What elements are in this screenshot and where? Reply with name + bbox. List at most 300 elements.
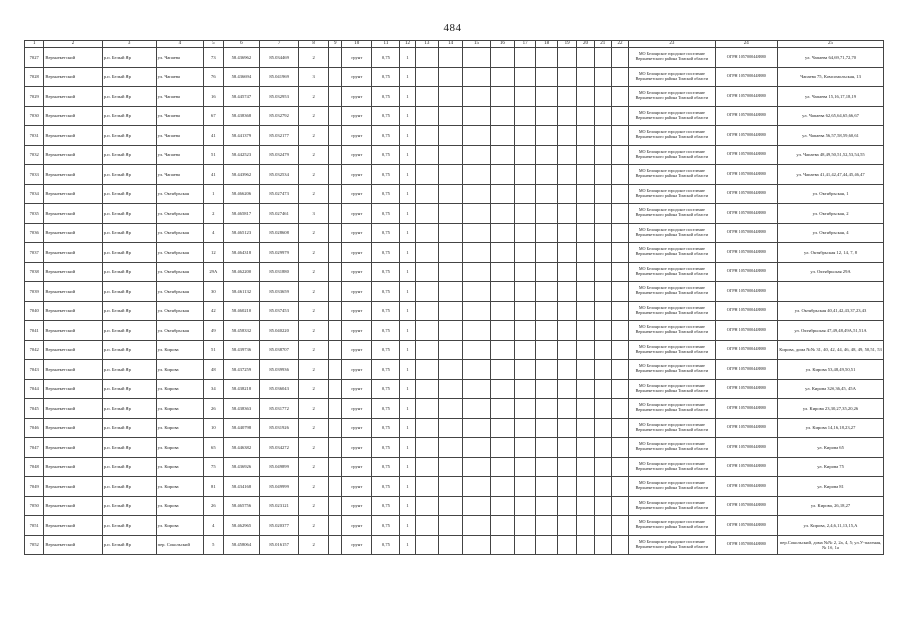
cell-empty: [594, 360, 611, 380]
table-row: [25, 126, 884, 146]
cell-district: Верхнекетский: [44, 165, 102, 185]
cell-empty: [415, 48, 439, 68]
cell-empty: [514, 360, 536, 380]
cell-c12: 1: [400, 243, 415, 263]
cell-empty: [594, 457, 611, 477]
cell-empty: [557, 516, 576, 536]
cell-district: Верхнекетский: [44, 418, 102, 438]
cell-empty: [329, 340, 342, 360]
cell-empty: [329, 126, 342, 146]
cell-c11: 0,75: [372, 67, 400, 87]
table-row: [25, 282, 884, 302]
table-row: [25, 106, 884, 126]
cell-empty: [415, 535, 439, 555]
cell-owner: МО Белоярское городское поселение Верхнекетского района Томской области: [629, 477, 715, 497]
cell-c8: 2: [299, 48, 329, 68]
cell-empty: [415, 67, 439, 87]
cell-street: ул. Кирова: [156, 379, 203, 399]
table-row: [25, 48, 884, 68]
cell-c10: грунт: [342, 477, 372, 497]
cell-empty: [463, 184, 491, 204]
cell-empty: [491, 223, 515, 243]
column-header: 10: [342, 41, 372, 48]
table-row: [25, 379, 884, 399]
cell-c10: грунт: [342, 457, 372, 477]
cell-empty: [577, 477, 594, 497]
cell-owner: МО Белоярское городское поселение Верхнекетского района Томской области: [629, 106, 715, 126]
cell-n: 7040: [25, 301, 44, 321]
cell-lat: 58.443962: [223, 165, 260, 185]
cell-empty: [611, 87, 628, 107]
table-row: [25, 438, 884, 458]
cell-c12: 1: [400, 282, 415, 302]
cell-owner: МО Белоярское городское поселение Верхнекетского района Томской области: [629, 496, 715, 516]
cell-c11: 0,75: [372, 379, 400, 399]
cell-c11: 0,75: [372, 262, 400, 282]
cell-ogrn: ОГРН 1057000448880: [715, 379, 778, 399]
cell-empty: [577, 106, 594, 126]
cell-c8: 2: [299, 184, 329, 204]
cell-lon: 85.038707: [260, 340, 299, 360]
cell-c10: грунт: [342, 87, 372, 107]
cell-n: 7031: [25, 126, 44, 146]
cell-c12: 1: [400, 67, 415, 87]
cell-empty: [439, 418, 463, 438]
cell-c10: грунт: [342, 399, 372, 419]
cell-n: 7048: [25, 457, 44, 477]
cell-ogrn: ОГРН 1057000448880: [715, 262, 778, 282]
cell-empty: [577, 457, 594, 477]
cell-empty: [611, 360, 628, 380]
cell-street: ул. Чапаева: [156, 48, 203, 68]
cell-empty: [439, 457, 463, 477]
cell-empty: [514, 496, 536, 516]
cell-settlement: р.п. Белый Яр: [102, 457, 156, 477]
cell-c11: 0,75: [372, 340, 400, 360]
table-row: [25, 457, 884, 477]
column-header: 19: [557, 41, 576, 48]
cell-empty: [594, 379, 611, 399]
cell-address: ул. Чапаева 41,41,42,47,44,45,46,47: [778, 165, 884, 185]
cell-ogrn: ОГРН 1057000448880: [715, 87, 778, 107]
cell-empty: [439, 223, 463, 243]
cell-ogrn: ОГРН 1057000448880: [715, 165, 778, 185]
cell-empty: [329, 516, 342, 536]
cell-lat: 58.464318: [223, 243, 260, 263]
cell-house: 49: [204, 321, 223, 341]
cell-empty: [611, 535, 628, 555]
cell-house: 1: [204, 184, 223, 204]
cell-ogrn: ОГРН 1057000448880: [715, 457, 778, 477]
cell-empty: [594, 223, 611, 243]
cell-street: ул. Кирова: [156, 418, 203, 438]
cell-empty: [594, 301, 611, 321]
cell-empty: [577, 165, 594, 185]
cell-settlement: р.п. Белый Яр: [102, 126, 156, 146]
column-header: 12: [400, 41, 415, 48]
cell-house: 30: [204, 282, 223, 302]
cell-empty: [557, 457, 576, 477]
table-row: [25, 301, 884, 321]
cell-c11: 0,75: [372, 87, 400, 107]
cell-empty: [536, 457, 558, 477]
cell-n: 7036: [25, 223, 44, 243]
cell-empty: [611, 516, 628, 536]
register-table: [24, 40, 884, 555]
column-header: 21: [594, 41, 611, 48]
cell-empty: [611, 399, 628, 419]
cell-lat: 58.461132: [223, 282, 260, 302]
cell-c12: 1: [400, 321, 415, 341]
cell-c10: грунт: [342, 145, 372, 165]
cell-empty: [577, 418, 594, 438]
table-row: [25, 340, 884, 360]
cell-empty: [514, 301, 536, 321]
cell-empty: [577, 282, 594, 302]
cell-house: 2: [204, 204, 223, 224]
cell-owner: МО Белоярское городское поселение Верхнекетского района Томской области: [629, 87, 715, 107]
cell-empty: [463, 145, 491, 165]
cell-empty: [463, 496, 491, 516]
cell-ogrn: ОГРН 1057000448880: [715, 438, 778, 458]
cell-empty: [329, 321, 342, 341]
cell-empty: [536, 321, 558, 341]
cell-empty: [577, 535, 594, 555]
cell-empty: [491, 48, 515, 68]
cell-district: Верхнекетский: [44, 204, 102, 224]
cell-address: ул. Чапаева 62,65,64,65,66,67: [778, 106, 884, 126]
cell-c11: 0,75: [372, 438, 400, 458]
cell-n: 7033: [25, 165, 44, 185]
cell-n: 7041: [25, 321, 44, 341]
cell-address: ул. Кирова 81: [778, 477, 884, 497]
table-row: [25, 87, 884, 107]
cell-c10: грунт: [342, 301, 372, 321]
column-header: 17: [514, 41, 536, 48]
cell-lat: 58.465123: [223, 223, 260, 243]
cell-district: Верхнекетский: [44, 243, 102, 263]
cell-lat: 58.436694: [223, 67, 260, 87]
cell-empty: [594, 243, 611, 263]
cell-empty: [491, 535, 515, 555]
cell-empty: [577, 399, 594, 419]
cell-c10: грунт: [342, 204, 372, 224]
cell-ogrn: ОГРН 1057000448880: [715, 106, 778, 126]
cell-empty: [536, 184, 558, 204]
cell-empty: [536, 145, 558, 165]
cell-empty: [611, 438, 628, 458]
cell-c12: 1: [400, 145, 415, 165]
cell-empty: [514, 126, 536, 146]
cell-c10: грунт: [342, 106, 372, 126]
cell-empty: [463, 243, 491, 263]
cell-c11: 0,75: [372, 535, 400, 555]
cell-empty: [594, 282, 611, 302]
cell-settlement: р.п. Белый Яр: [102, 438, 156, 458]
cell-empty: [415, 340, 439, 360]
cell-lon: 85.034272: [260, 438, 299, 458]
cell-street: ул. Кирова: [156, 438, 203, 458]
cell-district: Верхнекетский: [44, 106, 102, 126]
cell-district: Верхнекетский: [44, 399, 102, 419]
cell-house: 51: [204, 340, 223, 360]
cell-n: 7034: [25, 184, 44, 204]
cell-empty: [594, 184, 611, 204]
cell-c8: 2: [299, 496, 329, 516]
cell-street: ул. Октябрьская: [156, 204, 203, 224]
cell-empty: [577, 321, 594, 341]
cell-empty: [491, 145, 515, 165]
cell-ogrn: ОГРН 1057000448880: [715, 477, 778, 497]
cell-district: Верхнекетский: [44, 535, 102, 555]
cell-c12: 1: [400, 535, 415, 555]
cell-empty: [557, 106, 576, 126]
cell-district: Верхнекетский: [44, 223, 102, 243]
cell-empty: [415, 360, 439, 380]
cell-address: ул. Октябрьская, 2: [778, 204, 884, 224]
cell-c8: 2: [299, 223, 329, 243]
cell-c12: 1: [400, 204, 415, 224]
cell-c8: 2: [299, 516, 329, 536]
cell-empty: [536, 87, 558, 107]
cell-address: Чапаева 75, Комсомольская, 13: [778, 67, 884, 87]
cell-empty: [463, 535, 491, 555]
cell-ogrn: ОГРН 1057000448880: [715, 243, 778, 263]
table-row: [25, 67, 884, 87]
cell-empty: [415, 477, 439, 497]
cell-empty: [536, 223, 558, 243]
cell-n: 7028: [25, 67, 44, 87]
cell-empty: [611, 457, 628, 477]
cell-empty: [536, 496, 558, 516]
cell-c8: 2: [299, 87, 329, 107]
cell-owner: МО Белоярское городское поселение Верхнекетского района Томской области: [629, 48, 715, 68]
cell-house: 76: [204, 67, 223, 87]
cell-lon: 85.037453: [260, 301, 299, 321]
cell-empty: [491, 340, 515, 360]
cell-ogrn: ОГРН 1057000448880: [715, 184, 778, 204]
cell-empty: [491, 243, 515, 263]
cell-owner: МО Белоярское городское поселение Верхнекетского района Томской области: [629, 399, 715, 419]
cell-empty: [439, 496, 463, 516]
cell-empty: [577, 48, 594, 68]
cell-empty: [577, 223, 594, 243]
cell-c10: грунт: [342, 67, 372, 87]
cell-empty: [536, 477, 558, 497]
cell-empty: [611, 165, 628, 185]
cell-empty: [594, 262, 611, 282]
cell-empty: [557, 360, 576, 380]
cell-empty: [463, 399, 491, 419]
cell-settlement: р.п. Белый Яр: [102, 204, 156, 224]
column-header: 16: [491, 41, 515, 48]
cell-c11: 0,75: [372, 165, 400, 185]
cell-district: Верхнекетский: [44, 516, 102, 536]
cell-n: 7043: [25, 360, 44, 380]
cell-street: ул. Кирова: [156, 457, 203, 477]
cell-house: 10: [204, 418, 223, 438]
cell-owner: МО Белоярское городское поселение Верхнекетского района Томской области: [629, 282, 715, 302]
cell-owner: МО Белоярское городское поселение Верхнекетского района Томской области: [629, 126, 715, 146]
cell-empty: [536, 418, 558, 438]
cell-empty: [491, 516, 515, 536]
cell-empty: [594, 145, 611, 165]
cell-empty: [577, 204, 594, 224]
cell-empty: [415, 282, 439, 302]
cell-lat: 58.436926: [223, 457, 260, 477]
cell-empty: [514, 67, 536, 87]
column-header: 2: [44, 41, 102, 48]
cell-house: 4: [204, 223, 223, 243]
cell-ogrn: ОГРН 1057000448880: [715, 48, 778, 68]
cell-address: ул. Чапаева 56,57,58,59,60,61: [778, 126, 884, 146]
cell-empty: [577, 243, 594, 263]
cell-c8: 2: [299, 301, 329, 321]
cell-street: ул. Кирова: [156, 399, 203, 419]
cell-district: Верхнекетский: [44, 184, 102, 204]
cell-empty: [514, 340, 536, 360]
cell-street: ул. Чапаева: [156, 126, 203, 146]
cell-district: Верхнекетский: [44, 145, 102, 165]
cell-empty: [557, 438, 576, 458]
cell-empty: [439, 106, 463, 126]
cell-empty: [514, 106, 536, 126]
cell-c11: 0,75: [372, 301, 400, 321]
cell-empty: [594, 48, 611, 68]
table-header: [25, 41, 884, 48]
cell-n: 7047: [25, 438, 44, 458]
cell-n: 7045: [25, 399, 44, 419]
column-header: 24: [715, 41, 778, 48]
cell-lon: 85.040220: [260, 321, 299, 341]
cell-empty: [415, 262, 439, 282]
cell-settlement: р.п. Белый Яр: [102, 360, 156, 380]
cell-empty: [415, 145, 439, 165]
cell-owner: МО Белоярское городское поселение Верхнекетского района Томской области: [629, 438, 715, 458]
cell-empty: [439, 165, 463, 185]
cell-empty: [611, 418, 628, 438]
cell-empty: [463, 516, 491, 536]
cell-lon: 85.031772: [260, 399, 299, 419]
cell-empty: [577, 516, 594, 536]
cell-c12: 1: [400, 379, 415, 399]
cell-empty: [557, 87, 576, 107]
cell-owner: МО Белоярское городское поселение Верхнекетского района Томской области: [629, 145, 715, 165]
cell-c8: 2: [299, 282, 329, 302]
table-row: [25, 418, 884, 438]
cell-empty: [611, 223, 628, 243]
cell-ogrn: ОГРН 1057000448880: [715, 516, 778, 536]
cell-empty: [463, 67, 491, 87]
cell-c11: 0,75: [372, 418, 400, 438]
cell-empty: [536, 399, 558, 419]
cell-empty: [557, 165, 576, 185]
cell-address: [778, 282, 884, 302]
cell-district: Верхнекетский: [44, 438, 102, 458]
column-header: 1: [25, 41, 44, 48]
cell-lon: 85.027461: [260, 204, 299, 224]
cell-empty: [329, 243, 342, 263]
cell-lon: 85.032534: [260, 165, 299, 185]
cell-lat: 58.441379: [223, 126, 260, 146]
cell-empty: [577, 438, 594, 458]
cell-empty: [439, 126, 463, 146]
cell-owner: МО Белоярское городское поселение Верхнекетского района Томской области: [629, 243, 715, 263]
cell-district: Верхнекетский: [44, 340, 102, 360]
column-header: 7: [260, 41, 299, 48]
cell-empty: [439, 204, 463, 224]
cell-empty: [491, 126, 515, 146]
cell-district: Верхнекетский: [44, 301, 102, 321]
cell-empty: [329, 301, 342, 321]
cell-district: Верхнекетский: [44, 477, 102, 497]
cell-settlement: р.п. Белый Яр: [102, 399, 156, 419]
cell-empty: [594, 87, 611, 107]
cell-empty: [415, 223, 439, 243]
cell-empty: [463, 223, 491, 243]
cell-n: 7046: [25, 418, 44, 438]
cell-owner: МО Белоярское городское поселение Верхнекетского района Томской области: [629, 165, 715, 185]
cell-lon: 85.023121: [260, 496, 299, 516]
cell-empty: [536, 243, 558, 263]
cell-c10: грунт: [342, 165, 372, 185]
cell-empty: [415, 457, 439, 477]
cell-empty: [577, 67, 594, 87]
cell-empty: [536, 126, 558, 146]
cell-empty: [329, 399, 342, 419]
cell-empty: [611, 340, 628, 360]
cell-ogrn: ОГРН 1057000448880: [715, 223, 778, 243]
cell-empty: [594, 516, 611, 536]
cell-empty: [463, 204, 491, 224]
cell-lon: 85.032479: [260, 145, 299, 165]
cell-street: ул. Кирова: [156, 477, 203, 497]
cell-address: ул. Октябрьская, 1: [778, 184, 884, 204]
cell-address: ул. Чапаева 15,16,17,18,19: [778, 87, 884, 107]
cell-c12: 1: [400, 360, 415, 380]
cell-empty: [329, 282, 342, 302]
cell-empty: [463, 438, 491, 458]
cell-c8: 3: [299, 67, 329, 87]
cell-n: 7038: [25, 262, 44, 282]
cell-empty: [594, 165, 611, 185]
cell-empty: [491, 165, 515, 185]
cell-lon: 85.032953: [260, 87, 299, 107]
cell-empty: [329, 184, 342, 204]
cell-empty: [557, 535, 576, 555]
cell-lat: 58.437259: [223, 360, 260, 380]
cell-owner: МО Белоярское городское поселение Верхнекетского района Томской области: [629, 67, 715, 87]
cell-ogrn: ОГРН 1057000448880: [715, 321, 778, 341]
cell-house: 75: [204, 457, 223, 477]
cell-street: ул. Кирова: [156, 360, 203, 380]
cell-lat: 58.460210: [223, 301, 260, 321]
cell-settlement: р.п. Белый Яр: [102, 418, 156, 438]
cell-c8: 2: [299, 535, 329, 555]
cell-c8: 2: [299, 262, 329, 282]
cell-empty: [415, 165, 439, 185]
cell-settlement: р.п. Белый Яр: [102, 106, 156, 126]
cell-empty: [491, 106, 515, 126]
cell-c10: грунт: [342, 535, 372, 555]
cell-empty: [514, 535, 536, 555]
table-body: [25, 48, 884, 555]
header-row: [25, 41, 884, 48]
cell-empty: [536, 379, 558, 399]
cell-lon: 85.016157: [260, 535, 299, 555]
cell-settlement: р.п. Белый Яр: [102, 184, 156, 204]
cell-lat: 58.462965: [223, 516, 260, 536]
